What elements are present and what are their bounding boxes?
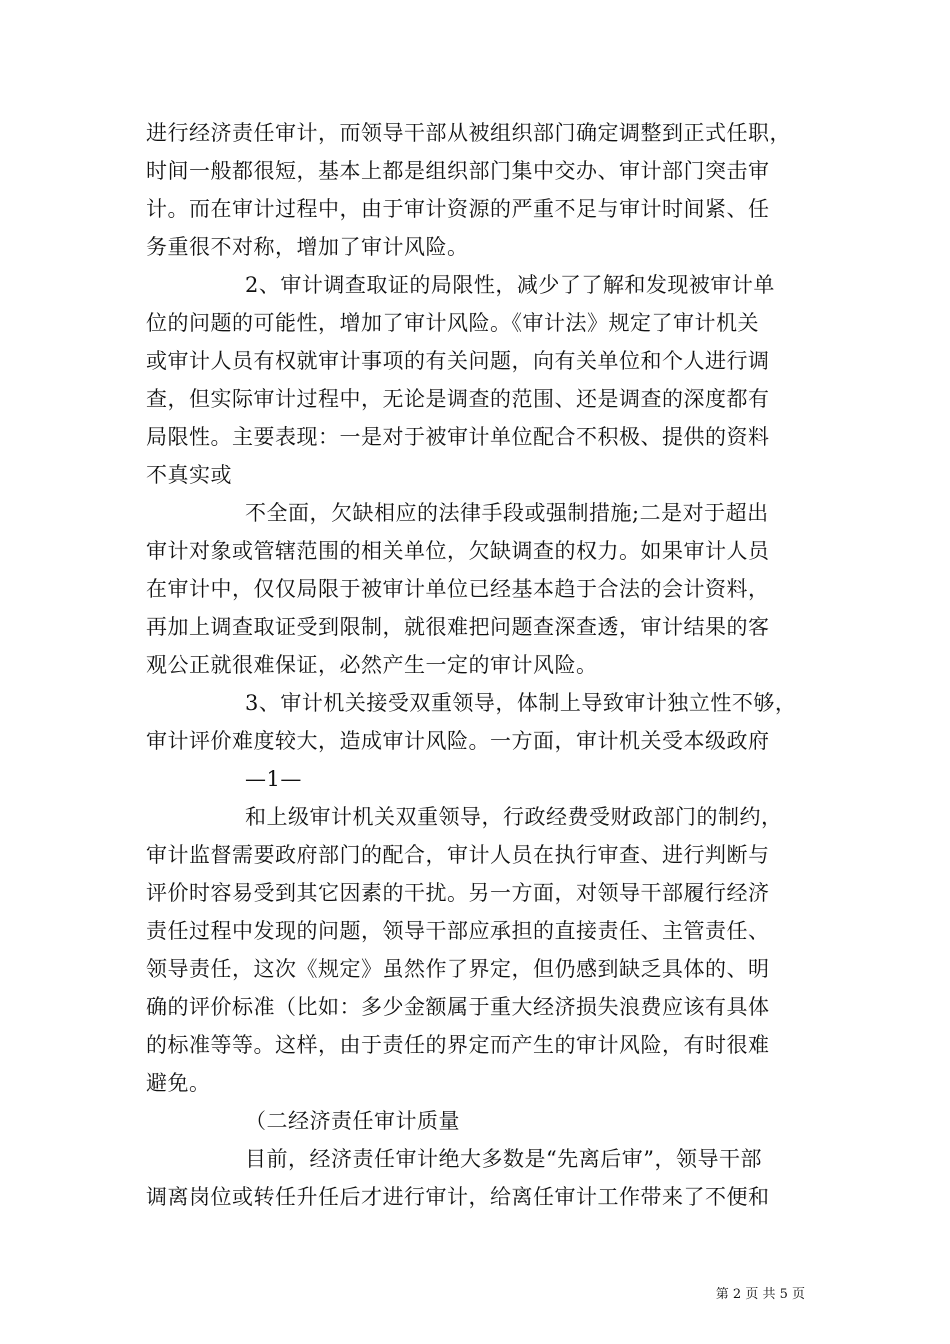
text-line: 审计监督需要政府部门的配合，审计人员在执行审查、进行判断与 [146,843,770,867]
page-marker: —1— [245,767,302,791]
text-line: 确的评价标准（比如：多少金额属于重大经济损失浪费应该有具体 [146,995,770,1019]
text-line: 进行经济责任审计，而领导干部从被组织部门确定调整到正式任职， [146,121,791,145]
text-line: 局限性。主要表现：一是对于被审计单位配合不积极、提供的资料 [146,425,770,449]
text-line: 或审计人员有权就审计事项的有关问题，向有关单位和个人进行调 [146,349,770,373]
text-line: 不全面，欠缺相应的法律手段或强制措施;二是对于超出 [245,501,769,525]
text-line: 务重很不对称，增加了审计风险。 [146,235,469,259]
page-footer: 第 2 页 共 5 页 [715,1287,805,1302]
text-line: 目前，经济责任审计绝大多数是“先离后审”，领导干部 [245,1147,762,1171]
text-line: 不真实或 [146,463,232,487]
text-line: 计。而在审计过程中，由于审计资源的严重不足与审计时间紧、任 [146,197,770,221]
text-line: 审计对象或管辖范围的相关单位，欠缺调查的权力。如果审计人员 [146,539,770,563]
text-line: 审计评价难度较大，造成审计风险。一方面，审计机关受本级政府 [146,729,770,753]
text-line: 3、审计机关接受双重领导，体制上导致审计独立性不够， [245,691,797,715]
text-line: 在审计中，仅仅局限于被审计单位已经基本趋于合法的会计资料， [146,577,770,601]
text-line: 和上级审计机关双重领导，行政经费受财政部门的制约， [245,805,783,829]
text-line: 时间一般都很短，基本上都是组织部门集中交办、审计部门突击审 [146,159,770,183]
text-line: 责任过程中发现的问题，领导干部应承担的直接责任、主管责任、 [146,919,770,943]
text-line: 再加上调查取证受到限制，就很难把问题查深查透，审计结果的客 [146,615,770,639]
text-line: 评价时容易受到其它因素的干扰。另一方面，对领导干部履行经济 [146,881,770,905]
text-line: 2、审计调查取证的局限性，减少了了解和发现被审计单 [245,273,775,297]
text-line: 领导责任，这次《规定》虽然作了界定，但仍感到缺乏具体的、明 [146,957,770,981]
text-line: 的标准等等。这样，由于责任的界定而产生的审计风险，有时很难 [146,1033,770,1057]
text-line: 位的问题的可能性，增加了审计风险。《审计法》规定了审计机关 [146,311,759,335]
text-line: 观公正就很难保证，必然产生一定的审计风险。 [146,653,598,677]
text-line: 避免。 [146,1071,211,1095]
text-line: 调离岗位或转任升任后才进行审计，给离任审计工作带来了不便和 [146,1185,770,1209]
text-line: 查，但实际审计过程中，无论是调查的范围、还是调查的深度都有 [146,387,770,411]
section-heading: （二经济责任审计质量 [245,1109,460,1133]
